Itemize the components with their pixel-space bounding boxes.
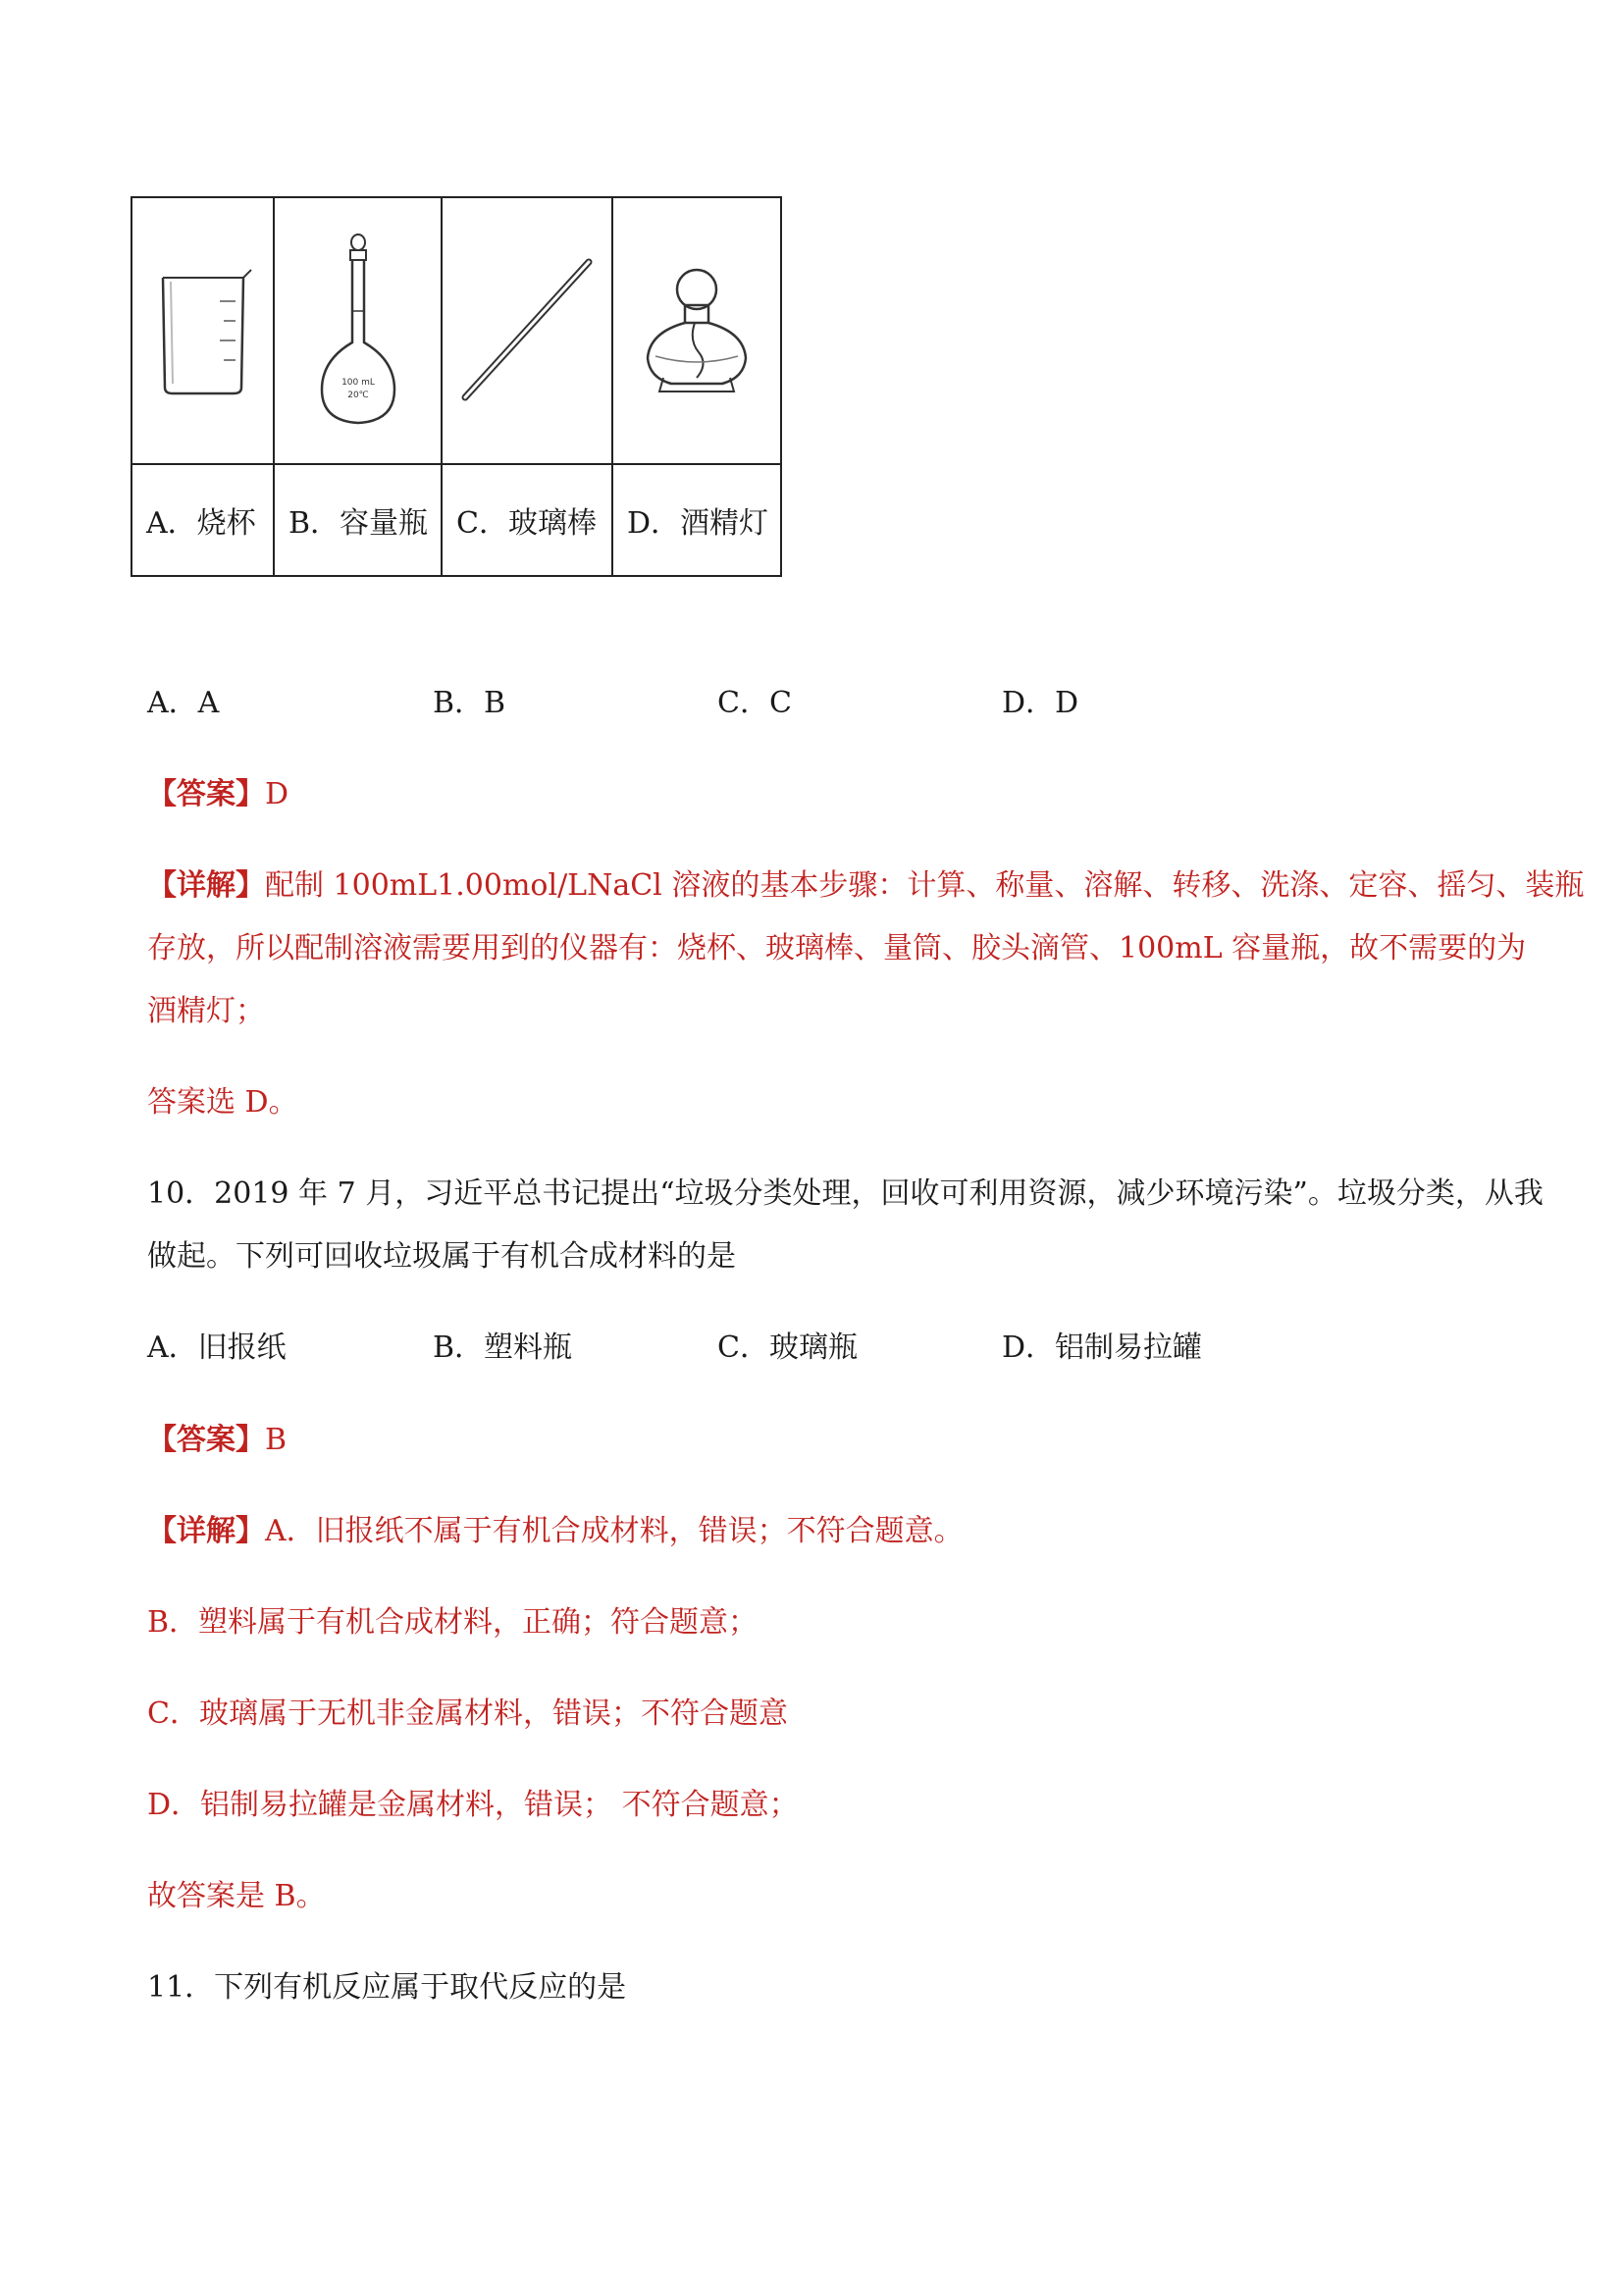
q9-answer-value: D (265, 777, 289, 811)
q9-detail-text-1: 配制 100mL1.00mol/LNaCl 溶液的基本步骤：计算、称量、溶解、转移、洗涤、定容、摇匀、装瓶 (265, 868, 1585, 903)
volumetric-flask-label: B．容量瓶 (274, 464, 442, 576)
equipment-image-row (131, 197, 781, 464)
q10-detail-tag: 【详解】 (147, 1514, 265, 1548)
equipment-label-row (131, 464, 781, 576)
alcohol-lamp-label: D．酒精灯 (612, 464, 781, 576)
q10-answer-tag: 【答案】 (147, 1423, 265, 1457)
equipment-table (131, 196, 782, 577)
glass-rod-icon (453, 252, 601, 409)
q10-stem-line-1: 10．2019 年 7 月，习近平总书记提出“垃圾分类处理，回收可利用资源，减少环境污染”。垃圾分类，从我 (147, 1176, 1544, 1211)
flask-temperature-text: 20℃ (346, 391, 369, 400)
q10-option-c: C．玻璃瓶 (717, 1331, 858, 1365)
q9-option-b: B．B (433, 686, 506, 720)
q9-detail-line-2: 存放，所以配制溶液需要用到的仪器有：烧杯、玻璃棒、量筒、胶头滴管、100mL 容量瓶，故不需要的为 (147, 931, 1527, 965)
beaker-label: A．烧杯 (131, 464, 274, 576)
q10-detail-line-d: D．铝制易拉罐是金属材料，错误； 不符合题意； (147, 1788, 799, 1822)
q10-answer (147, 1421, 287, 1460)
q10-option-d: D．铝制易拉罐 (1002, 1331, 1203, 1365)
q9-option-d: D．D (1002, 686, 1079, 720)
glass-rod-cell (442, 197, 612, 464)
volumetric-flask-cell (274, 197, 442, 464)
q10-option-a: A．旧报纸 (147, 1331, 287, 1365)
q10-detail-line-1 (147, 1512, 964, 1551)
q10-option-b: B．塑料瓶 (433, 1331, 573, 1365)
q9-conclusion: 答案选 D。 (147, 1085, 298, 1120)
volumetric-flask-icon (314, 233, 402, 429)
alcohol-lamp-cell (612, 197, 781, 464)
q11-stem: 11．下列有机反应属于取代反应的是 (147, 1970, 627, 2005)
glass-rod-label: C．玻璃棒 (442, 464, 612, 576)
q9-option-c: C．C (717, 686, 792, 720)
q10-detail-text-a: A．旧报纸不属于有机合成材料，错误；不符合题意。 (265, 1514, 964, 1548)
q10-detail-line-c: C．玻璃属于无机非金属材料，错误；不符合题意 (147, 1696, 788, 1731)
q10-answer-value: B (265, 1423, 288, 1457)
q9-detail-tag: 【详解】 (147, 868, 265, 903)
q10-stem-line-2: 做起。下列可回收垃圾属于有机合成材料的是 (147, 1239, 736, 1274)
flask-capacity-text: 100 mL (340, 378, 375, 388)
q9-detail-line-1 (147, 866, 1584, 906)
q9-answer-tag: 【答案】 (147, 777, 265, 811)
beaker-icon (149, 262, 257, 399)
q10-detail-line-b: B．塑料属于有机合成材料，正确；符合题意； (147, 1605, 759, 1640)
q9-detail-line-3: 酒精灯； (147, 994, 265, 1028)
q9-answer (147, 775, 288, 814)
q9-option-a: A．A (147, 686, 220, 720)
alcohol-lamp-icon (638, 262, 756, 399)
q10-conclusion: 故答案是 B。 (147, 1879, 326, 1913)
beaker-cell (131, 197, 274, 464)
